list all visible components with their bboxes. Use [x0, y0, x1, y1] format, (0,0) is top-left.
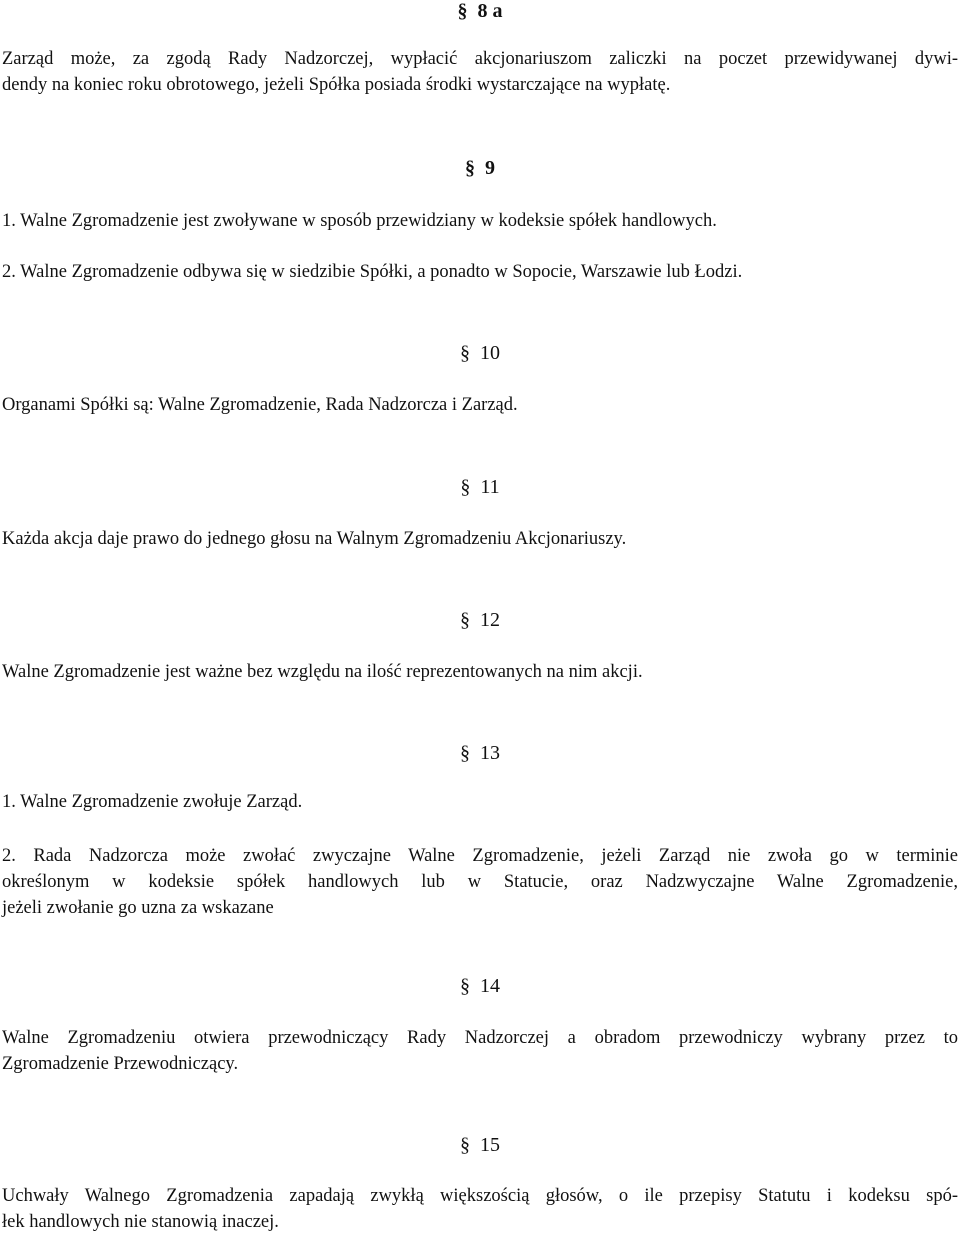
paragraph-14 — [2, 1025, 958, 1077]
section-heading-14 — [0, 973, 960, 999]
text-line: 1. Walne Zgromadzenie zwołuje Zarząd. — [2, 792, 303, 812]
section-number: 13 — [480, 742, 500, 764]
section-sign-icon: § — [460, 1134, 470, 1156]
section-sign-icon: § — [460, 742, 470, 764]
section-number: 8 a — [477, 0, 503, 22]
section-sign-icon: § — [460, 975, 470, 997]
paragraph-11 — [2, 526, 958, 552]
section-sign-icon: § — [460, 476, 471, 498]
text-line: łek handlowych nie stanowią inaczej. — [2, 1212, 279, 1232]
text-line: 1. Walne Zgromadzenie jest zwoływane w sposób przewidziany w kodeksie spółek handlowych. — [2, 211, 717, 231]
paragraph-9-1 — [2, 208, 958, 234]
text-line: Uchwały Walnego Zgromadzenia zapadają zwykłą większością głosów, o ile przepisy Statutu i kodeksu spó- — [2, 1186, 958, 1206]
text-line: jeżeli zwołanie go uzna za wskazane — [2, 898, 274, 918]
section-heading-12 — [0, 607, 960, 633]
section-number: 10 — [480, 342, 500, 364]
paragraph-12 — [2, 659, 958, 685]
section-number: 14 — [480, 975, 500, 997]
paragraph-9-2 — [2, 259, 958, 285]
text-line: Walne Zgromadzenie jest ważne bez względu na ilość reprezentowanych na nim akcji. — [2, 662, 643, 682]
text-line: Organami Spółki są: Walne Zgromadzenie, Rada Nadzorcza i Zarząd. — [2, 395, 518, 415]
text-line: 2. Rada Nadzorcza może zwołać zwyczajne Walne Zgromadzenie, jeżeli Zarząd nie zwoła go w terminie — [2, 846, 958, 866]
section-number: 12 — [480, 609, 500, 631]
text-line: Zarząd może, za zgodą Rady Nadzorczej, wypłacić akcjonariuszom zaliczki na poczet przewidywanej dywi- — [2, 49, 958, 69]
section-heading-9 — [0, 155, 960, 181]
text-line: 2. Walne Zgromadzenie odbywa się w siedzibie Spółki, a ponadto w Sopocie, Warszawie lub Łodzi. — [2, 262, 743, 282]
text-line: dendy na koniec roku obrotowego, jeżeli Spółka posiada środki wystarczające na wypłatę. — [2, 75, 671, 95]
section-number: 15 — [480, 1134, 500, 1156]
section-number: 9 — [485, 157, 495, 179]
paragraph-13-2 — [2, 843, 958, 921]
section-heading-11 — [0, 474, 960, 500]
section-heading-10 — [0, 340, 960, 366]
text-line: Walne Zgromadzeniu otwiera przewodniczący Rady Nadzorczej a obradom przewodniczy wybrany przez to — [2, 1028, 958, 1048]
paragraph-10 — [2, 392, 958, 418]
section-heading-13 — [0, 740, 960, 766]
section-sign-icon: § — [465, 157, 475, 179]
section-sign-icon: § — [460, 342, 470, 364]
section-sign-icon: § — [460, 609, 470, 631]
paragraph-8a — [2, 46, 958, 98]
paragraph-13-1 — [2, 789, 958, 815]
text-line: określonym w kodeksie spółek handlowych lub w Statucie, oraz Nadzwyczajne Walne Zgromadzenie, — [2, 872, 958, 892]
section-heading-15 — [0, 1132, 960, 1158]
section-number: 11 — [480, 476, 500, 498]
section-sign-icon: § — [457, 0, 468, 22]
text-line: Zgromadzenie Przewodniczący. — [2, 1054, 239, 1074]
text-line: Każda akcja daje prawo do jednego głosu na Walnym Zgromadzeniu Akcjonariuszy. — [2, 529, 627, 549]
paragraph-15 — [2, 1183, 958, 1235]
section-heading-8a — [0, 0, 960, 24]
